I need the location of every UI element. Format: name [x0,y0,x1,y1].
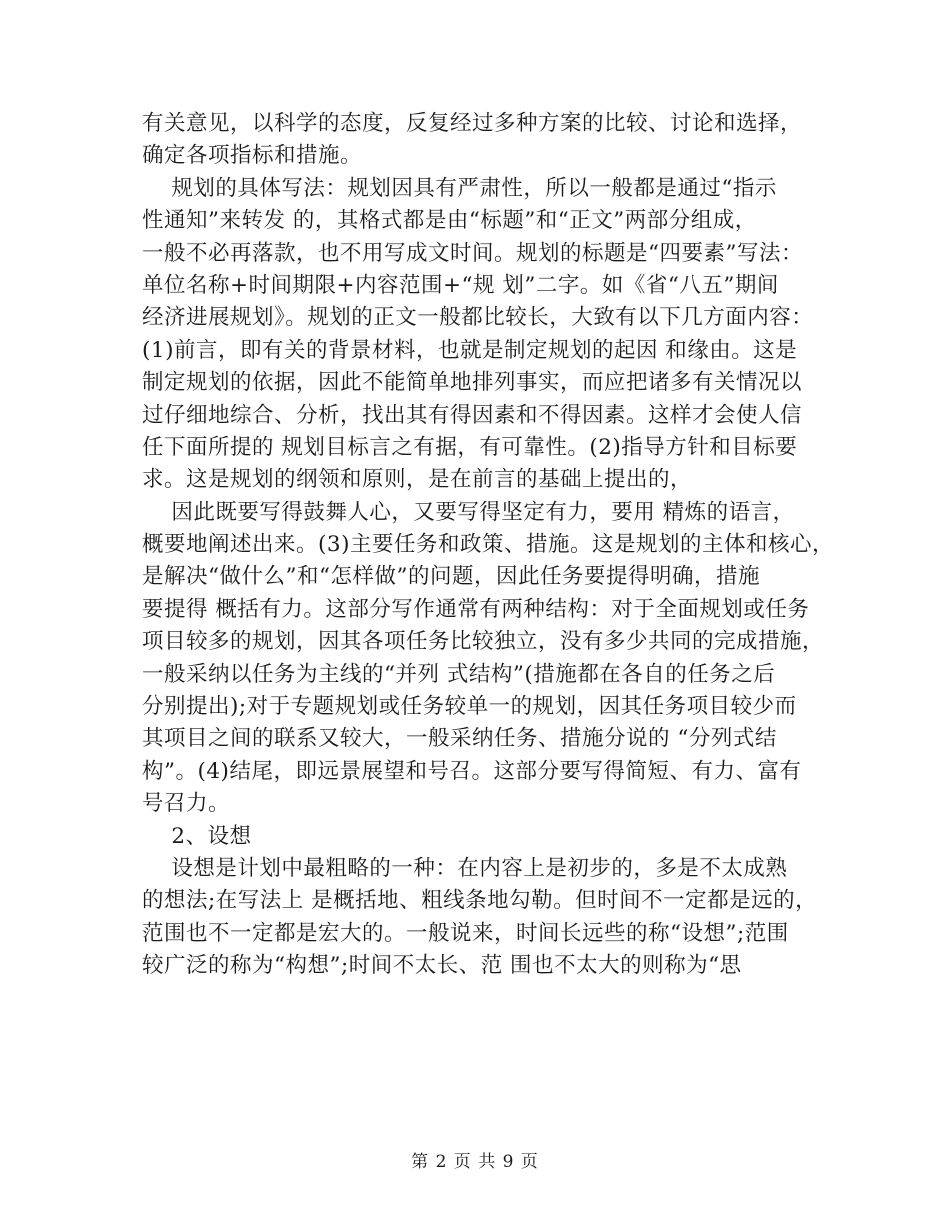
text-line: 规划的具体写法：规划因具有严肃性，所以一般都是通过“指示 [142,175,777,201]
text-line: 其项目之间的联系又较大，一般采纳任务、措施分说的 “分列式结 [142,726,777,752]
text-line: 项目较多的规划，因其各项任务比较独立，没有多少共同的完成措施， [142,629,825,655]
text-line: 较广泛的称为“构想”;时间不太长、范 围也不太大的则称为“思 [142,953,742,979]
text-line: 范围也不一定都是宏大的。一般说来，时间长远些的称“设想”;范围 [142,920,789,946]
text-line: 的想法;在写法上 是概括地、粗线条地勾勒。但时间不一定都是远的， [142,888,818,914]
text-line: (1)前言，即有关的背景材料，也就是制定规划的起因 和缘由。这是 [142,337,798,363]
text-line: 制定规划的依据，因此不能简单地排列事实，而应把诸多有关情况以 [142,370,803,396]
page-number-footer: 第 2 页 共 9 页 [411,1152,539,1172]
text-line: 要提得 概括有力。这部分写作通常有两种结构：对于全面规划或任务 [142,596,810,622]
text-line: 号召力。 [142,791,231,817]
text-line: 求。这是规划的纲领和原则，是在前言的基础上提出的， [142,467,693,493]
text-line: 一般采纳以任务为主线的“并列 式结构”(措施都在各自的任务之后 [142,661,776,687]
text-line: 设想是计划中最粗略的一种：在内容上是初步的，多是不太成熟 [142,855,788,881]
text-line: 有关意见，以科学的态度，反复经过多种方案的比较、讨论和选择， [142,111,803,136]
text-line: 过仔细地综合、分析，找出其有得因素和不得因素。这样才会使人信 [142,402,803,428]
text-line: 因此既要写得鼓舞人心，又要写得坚定有力，要用 精炼的语言， [142,499,795,525]
text-line: 构”。(4)结尾，即远景展望和号召。这部分要写得简短、有力、富有 [142,758,802,784]
text-line: 分别提出);对于专题规划或任务较单一的规划，因其任务项目较少而 [142,694,797,720]
text-line: 单位名称+时间期限+内容范围+“规 划”二字。如《省“八五”期间 [142,272,779,298]
body-text [142,108,842,983]
text-line: 是解决“做什么”和“怎样做”的问题，因此任务要提得明确，措施 [142,564,760,590]
text-line: 任下面所提的 规划目标言之有据，有可靠性。(2)指导方针和目标要 [142,434,798,460]
section-heading: 2、设想 [142,823,252,849]
text-line: 确定各项指标和措施。 [142,143,363,169]
text-line: 性通知”来转发 的，其格式都是由“标题”和“正文”两部分组成， [142,208,757,234]
text-line: 概要地阐述出来。(3)主要任务和政策、措施。这是规划的主体和核心， [142,532,834,558]
text-line: 经济进展规划》。规划的正文一般都比较长，大致有以下几方面内容： [142,305,814,331]
text-line: 一般不必再落款，也不用写成文时间。规划的标题是“四要素”写法： [142,240,803,266]
